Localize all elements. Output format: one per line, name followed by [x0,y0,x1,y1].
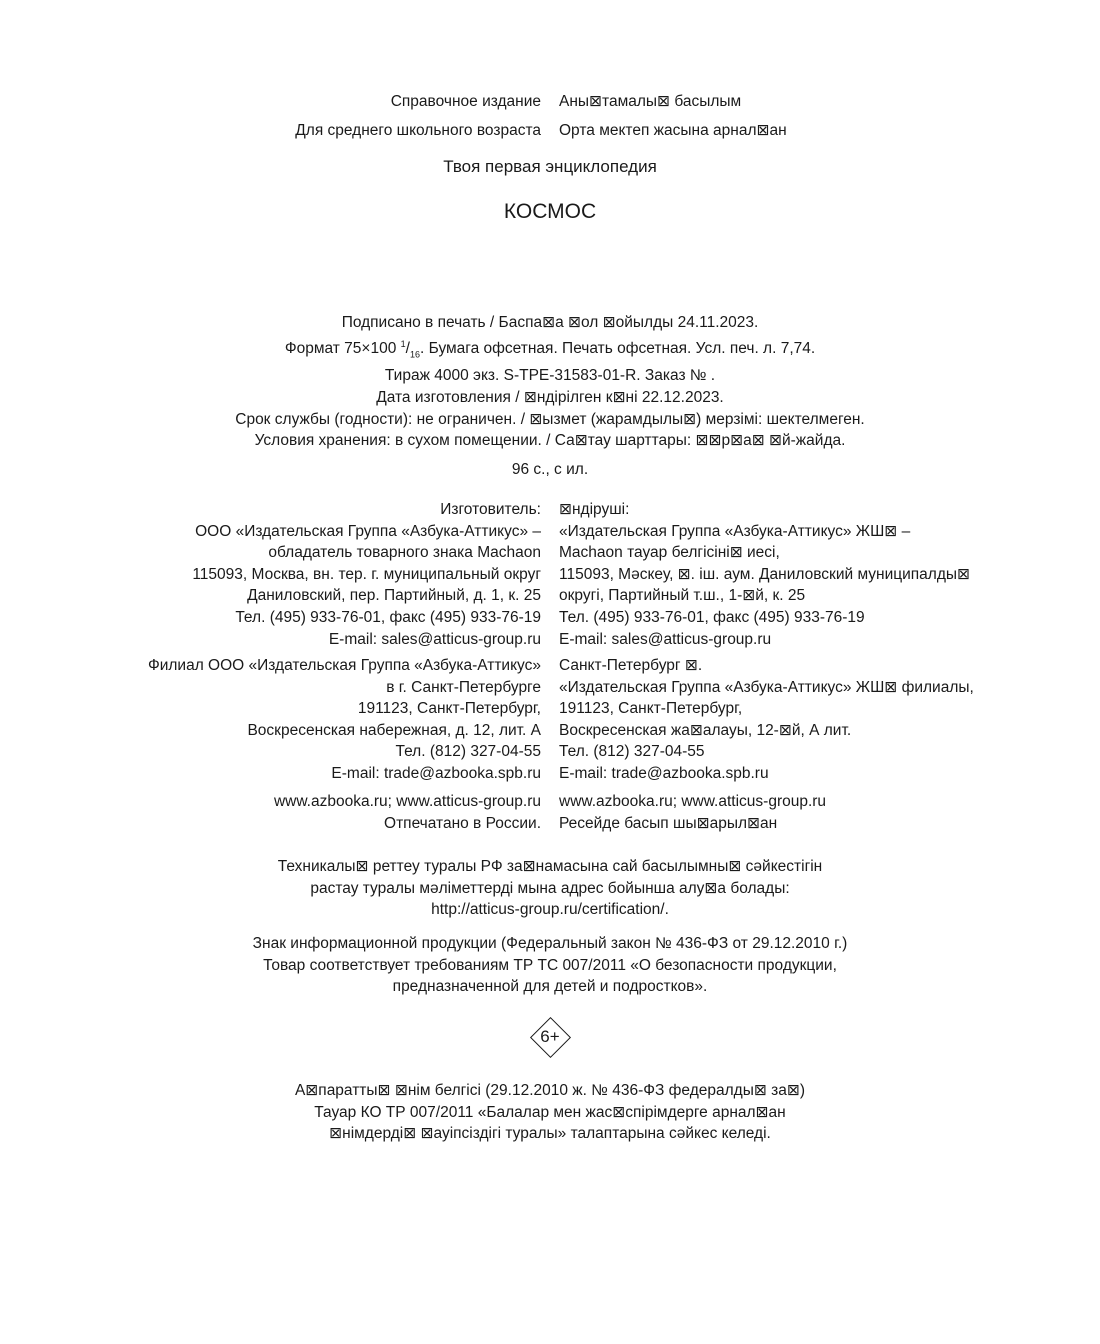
text-ru: Даниловский, пер. Партийный, д. 1, к. 25 [247,587,541,605]
text-line: Тауар КО ТР 007/2011 «Балалар мен жас⊠спірімдерге арнал⊠ан [314,1103,786,1121]
bilingual-row [0,813,1100,835]
text-kz: www.azbooka.ru; www.atticus-group.ru [559,793,827,810]
text-kz: Ресейде басып шы⊠арыл⊠ан [559,815,778,832]
age-rating-badge: 6+ [531,1018,569,1056]
imprint-block [0,312,1100,452]
text-kz: «Издательская Группа «Азбука-Аттикус» ЖШ⊠ – [559,522,911,540]
text-ru: E-mail: sales@atticus-group.ru [328,630,541,648]
text-ru: Филиал ООО «Издательская Группа «Азбука-Аттикус» [147,657,541,674]
text-kz: Machaon тауар белгісіні⊠ иесі, [559,544,780,562]
text-ru: ООО «Издательская Группа «Азбука-Аттикус» – [195,522,541,540]
info-kz-block [0,1080,1100,1145]
imprint-line: Тираж 4000 экз. S-TPE-31583-01-R. Заказ № . [384,367,716,385]
text-kz: Санкт-Петербург ⊠. [559,657,703,674]
text-ru: Воскресенская набережная, д. 12, лит. А [247,721,541,739]
text-ru: Изготовитель: [440,501,541,518]
branch-block [0,655,1100,785]
text-line: Товар соответствует требованиям ТР ТС 007/2011 «О безопасности продукции, [263,956,837,974]
bilingual-row [0,542,1100,564]
imprint-line: Формат 75×100 $^1/_{16}$. Бумага офсетная. Печать офсетная. Усл. печ. л. 7,74. [284,338,816,359]
text-ru: Тел. (495) 933-76-01, факс (495) 933-76-19 [235,608,541,626]
bilingual-row [0,741,1100,763]
label-ru: Для среднего школьного возраста [295,122,541,139]
certification-block [0,856,1100,921]
text-kz: Тел. (812) 327-04-55 [559,743,705,761]
label-kz: Аны⊠тамалы⊠ басылым [559,93,742,110]
text-kz: «Издательская Группа «Азбука-Аттикус» ЖШ⊠ филиалы, [559,678,974,696]
text-line: ⊠німдерді⊠ ⊠ауіпсіздігі туралы» талаптарына сәйкес келеді. [329,1125,771,1143]
text-kz: ⊠ндіруші: [559,501,630,518]
text-ru: Тел. (812) 327-04-55 [395,743,541,761]
series-title: Твоя первая энциклопедия [443,157,657,176]
text-ru: обладатель товарного знака Machaon [268,544,541,562]
text-kz: 191123, Санкт-Петербург, [559,700,743,718]
imprint-line: Дата изготовления / ⊠ндірілген к⊠ні 22.12.2023. [376,389,724,407]
web-block [0,791,1100,835]
certification-link[interactable]: http://atticus-group.ru/certification/. [431,901,669,919]
bilingual-row [0,763,1100,785]
text-ru: 115093, Москва, вн. тер. г. муниципальный округ [192,565,541,583]
info-ru-block [0,933,1100,998]
bilingual-row [0,655,1100,677]
bilingual-row [0,720,1100,742]
text-kz: Воскресенская жа⊠алауы, 12-⊠й, А лит. [559,721,852,739]
text-ru: в г. Санкт-Петербурге [386,678,541,696]
text-line: предназначенной для детей и подростков». [392,978,708,996]
header-rows [0,87,1100,145]
text-line: А⊠паратты⊠ ⊠нім белгісі (29.12.2010 ж. № 436-ФЗ федералды⊠ за⊠) [294,1082,806,1099]
bilingual-row [0,607,1100,629]
text-kz: E-mail: trade@azbooka.spb.ru [559,764,769,782]
label-ru: Справочное издание [390,93,541,110]
bilingual-row [0,698,1100,720]
text-ru: 191123, Санкт-Петербург, [357,700,541,718]
bilingual-row [0,585,1100,607]
manufacturer-block [0,499,1100,650]
text-kz: Тел. (495) 933-76-01, факс (495) 933-76-19 [559,608,865,626]
book-title: КОСМОС [503,200,597,223]
text-kz: округі, Партийный т.ш., 1-⊠й, к. 25 [559,587,806,605]
bilingual-row [0,564,1100,586]
bilingual-row [0,499,1100,521]
text-line: Знак информационной продукции (Федеральный закон № 436-ФЗ от 29.12.2010 г.) [252,935,848,952]
text-kz: E-mail: sales@atticus-group.ru [559,630,772,648]
text-ru: www.azbooka.ru; www.atticus-group.ru [273,793,541,810]
bilingual-row [0,629,1100,651]
pages-count: 96 с., с ил. [511,461,589,478]
imprint-line: Условия хранения: в сухом помещении. / Са⊠тау шарттары: ⊠⊠р⊠а⊠ ⊠й-жайда. [254,432,846,450]
bilingual-row [0,677,1100,699]
bilingual-row [0,521,1100,543]
label-kz: Орта мектеп жасына арнал⊠ан [559,122,787,139]
bilingual-row [0,791,1100,813]
text-line: Техникалы⊠ реттеу туралы РФ за⊠намасына сай басылымны⊠ сәйкестігін [277,858,823,875]
text-ru: E-mail: trade@azbooka.spb.ru [331,764,541,782]
text-line: растау туралы мәліметтерді мына адрес бойынша алу⊠а болады: [310,879,790,897]
text-kz: 115093, Мәскеу, ⊠. іш. аум. Даниловский муниципалды⊠ [559,565,971,583]
imprint-line: Подписано в печать / Баспа⊠а ⊠ол ⊠ойылды 24.11.2023. [341,314,759,331]
imprint-line: Срок службы (годности): не ограничен. / ⊠ызмет (жарамдылы⊠) мерзімі: шектелмеген. [235,410,865,428]
text-ru: Отпечатано в России. [384,815,541,832]
